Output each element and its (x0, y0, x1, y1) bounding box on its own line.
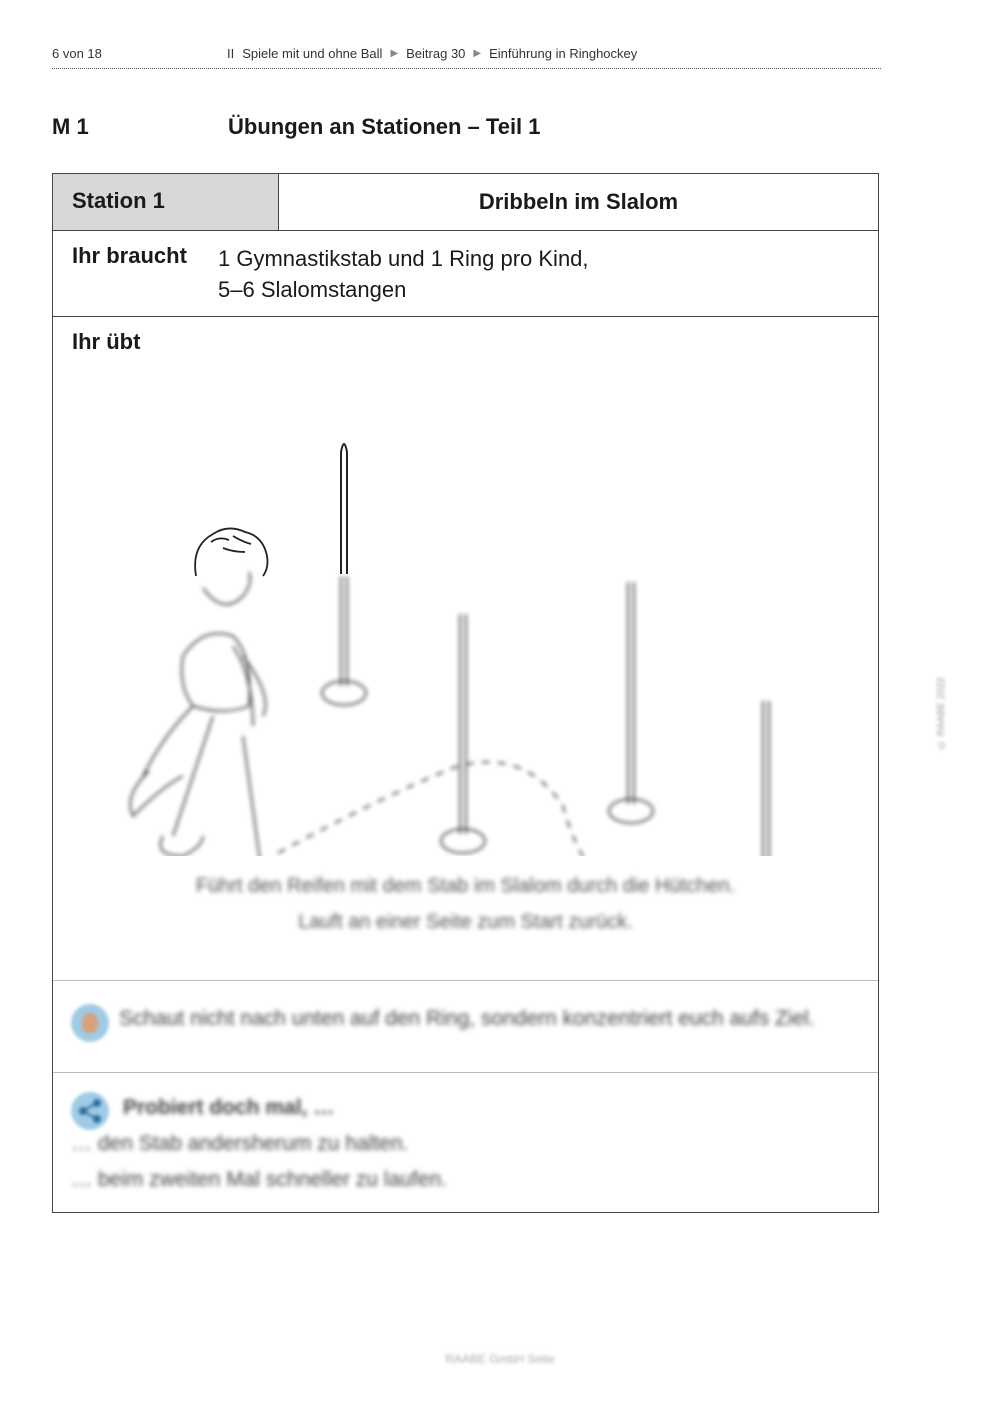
material-code: M 1 (52, 114, 89, 139)
breadcrumb-topic: Einführung in Ringhockey (489, 46, 638, 61)
breadcrumb-section: Spiele mit und ohne Ball (242, 46, 383, 61)
instruction-line: Lauft an einer Seite zum Start zurück. (298, 911, 633, 933)
triangle-right-icon: ▶ (390, 48, 399, 59)
station-card (52, 173, 879, 1213)
breadcrumb (227, 46, 637, 61)
hand-icon (71, 1004, 109, 1042)
station-header-row (53, 174, 878, 231)
materials-label: Ihr braucht (72, 243, 187, 268)
running-header (52, 44, 881, 69)
slalom-pole (744, 701, 788, 856)
triangle-right-icon: ▶ (473, 48, 482, 59)
breadcrumb-article: Beitrag 30 (406, 46, 466, 61)
try-line: … den Stab andersherum zu halten. (71, 1132, 409, 1155)
footer-note: RAABE GmbH Seite (445, 1352, 555, 1366)
station-label: Station 1 (53, 174, 279, 230)
child-hair-sharp (195, 528, 267, 576)
materials-line: 1 Gymnastikstab und 1 Ring pro Kind, (218, 246, 589, 271)
page-number: 6 von 18 (52, 46, 102, 61)
instructions (53, 868, 878, 940)
breadcrumb-chapter: II (227, 46, 235, 61)
try-row (53, 1072, 878, 1212)
child-figure (130, 572, 288, 856)
practice-label: Ihr übt (72, 329, 141, 354)
materials-list (218, 243, 589, 305)
practice-row (53, 316, 878, 981)
tip-text: Schaut nicht nach unten auf den Ring, sondern konzentriert euch aufs Ziel. (119, 1007, 815, 1030)
copyright-note: © RAABE 2022 (936, 677, 947, 750)
try-heading: Probiert doch mal, … (123, 1096, 335, 1119)
slalom-illustration (53, 356, 877, 856)
pole-top-sharp (341, 444, 347, 574)
materials-line: 5–6 Slalomstangen (218, 277, 407, 302)
share-icon (71, 1092, 109, 1130)
materials-row (53, 230, 878, 317)
instruction-line: Führt den Reifen mit dem Stab im Slalom durch die Hütchen. (195, 875, 736, 897)
station-name: Dribbeln im Slalom (478, 189, 679, 214)
slalom-pole (322, 576, 366, 705)
dribble-path (278, 762, 853, 856)
tip-row (53, 980, 878, 1073)
try-line: … beim zweiten Mal schneller zu laufen. (71, 1168, 447, 1191)
slalom-pole (441, 614, 485, 853)
page-title: Übungen an Stationen – Teil 1 (228, 114, 541, 139)
slalom-pole (609, 582, 653, 823)
